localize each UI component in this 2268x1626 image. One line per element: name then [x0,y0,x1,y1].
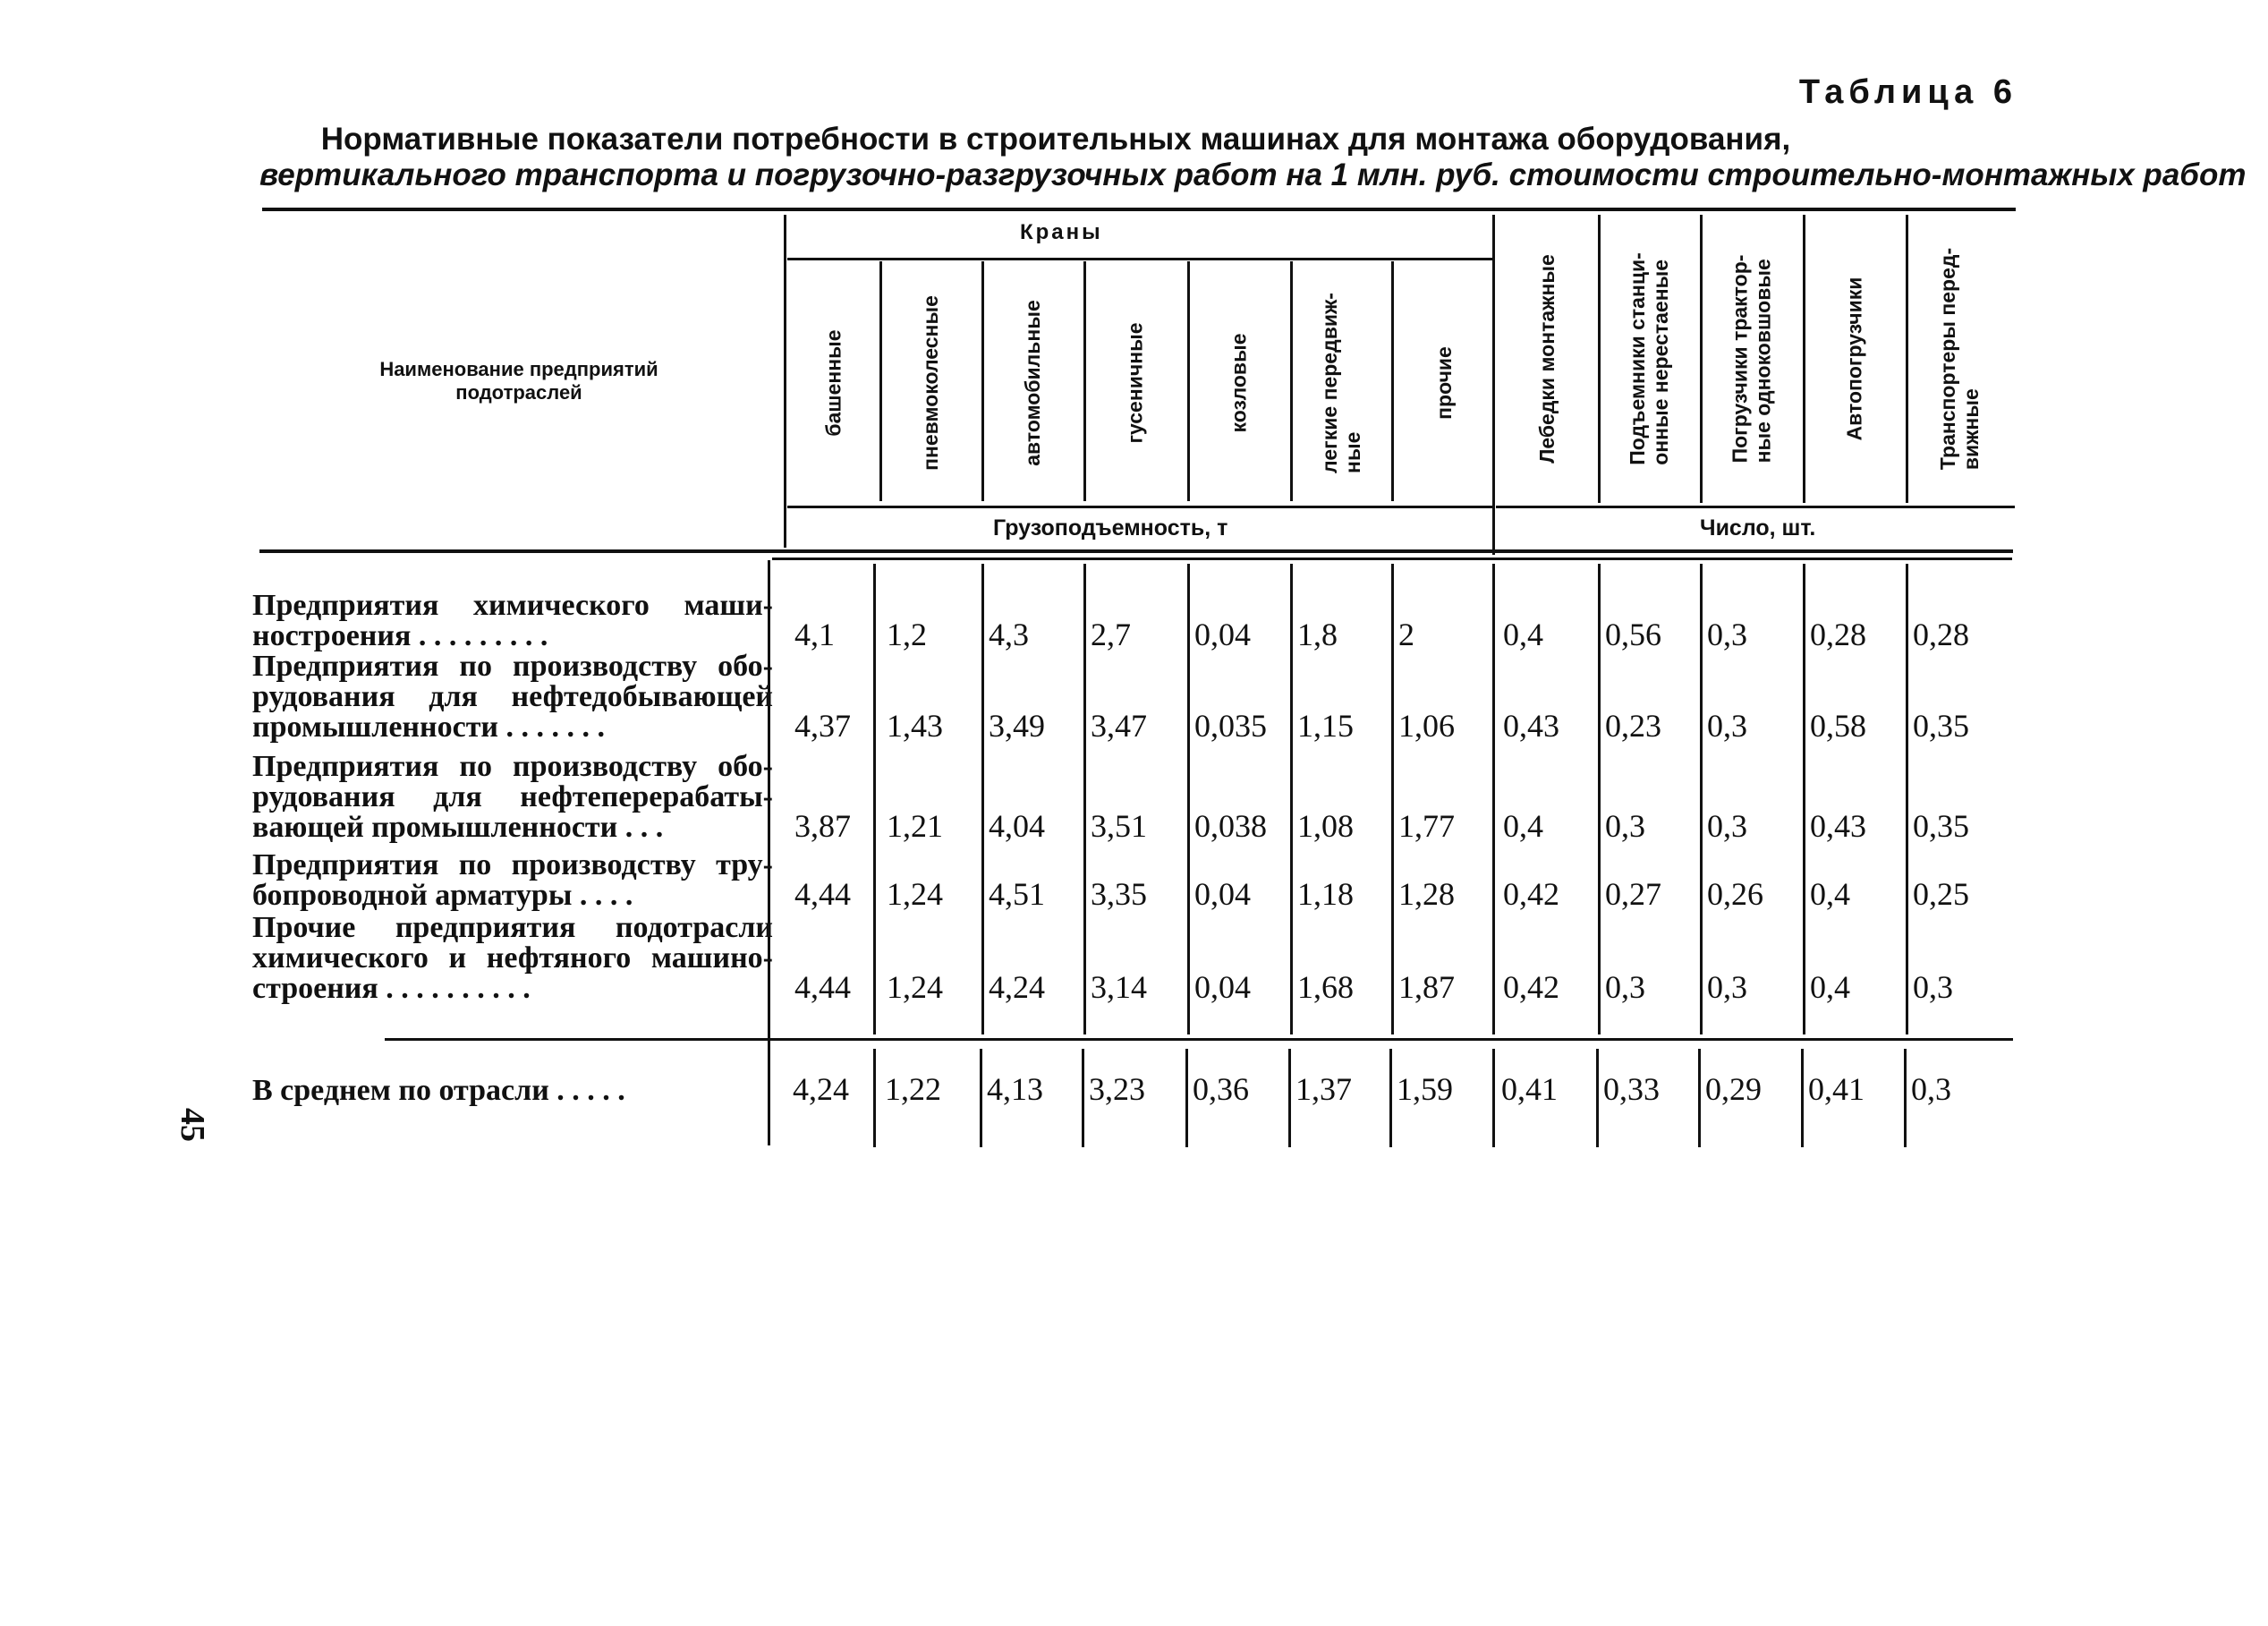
column-rule [1492,564,1495,1034]
column-header-line: ные [1340,431,1364,473]
column-rule [1492,1049,1495,1147]
group-label-capacity: Грузоподъемность, т [993,515,1228,541]
column-rule [1290,564,1293,1034]
table-cell: 0,038 [1194,808,1267,844]
table-label: Таблица 6 [1798,73,2017,111]
column-rule [1596,1049,1599,1147]
column-header [1700,217,1803,501]
total-cell: 0,29 [1705,1071,1762,1107]
column-header-text [1227,333,1250,432]
table-cell: 0,43 [1810,808,1866,844]
column-header-line: легкие передвиж- [1317,293,1341,473]
column-rule [1492,215,1495,555]
column-rule [980,1049,982,1147]
column-rule [1083,261,1086,501]
column-header-line: пневмоколесные [919,295,942,471]
table-cell: 1,8 [1297,617,1338,652]
table-cell: 1,68 [1297,969,1354,1005]
table-cell: 3,51 [1091,808,1147,844]
table-cell: 0,4 [1810,969,1850,1005]
table-cell: 3,14 [1091,969,1147,1005]
table-cell: 0,27 [1605,876,1661,912]
row-label-line: бопроводной арматуры . . . . [252,881,633,911]
column-header-text [1021,300,1044,466]
body-top-rule [772,558,2012,560]
column-rule [1803,215,1805,503]
column-header-line: Погрузчики трактор- [1728,254,1752,464]
column-rule [1185,1049,1188,1147]
column-rule [1082,1049,1084,1147]
column-header [879,265,981,501]
column-rule [1700,215,1703,503]
table-cell: 3,35 [1091,876,1147,912]
cranes-group-rule [787,258,1492,260]
row-label-line: промышленности . . . . . . . [252,712,605,743]
page-number: 45 [174,1108,211,1142]
table-cell: 0,04 [1194,969,1251,1005]
table-cell: 0,3 [1707,969,1747,1005]
column-header-text [1318,293,1364,473]
column-header-line: Лебедки монтажные [1535,254,1559,464]
table-cell: 4,37 [794,708,851,744]
row-label [252,591,773,651]
count-group-rule [1496,506,2015,508]
row-label-line: строения . . . . . . . . . . [252,974,531,1004]
table-cell: 0,35 [1913,808,1969,844]
column-rule [1391,261,1394,501]
table-cell: 0,56 [1605,617,1661,652]
table-cell: 0,28 [1913,617,1969,652]
table-cell: 0,3 [1707,617,1747,652]
column-rule [879,261,882,501]
column-header-line: Автопогрузчики [1842,277,1866,441]
table-cell: 0,3 [1605,808,1645,844]
table-title-line-2: вертикального транспорта и погрузочно-разгрузочных работ на 1 млн. руб. стоимости строительно-монтажных работ [259,157,2247,192]
row-label-line: химического и нефтяного машино- [252,943,773,974]
table-cell: 0,28 [1810,617,1866,652]
column-header [981,265,1083,501]
column-header-line: Подъемники станци- [1626,252,1649,465]
table-cell: 0,3 [1605,969,1645,1005]
column-rule [1803,564,1805,1034]
table-cell: 0,35 [1913,708,1969,744]
table-cell: 0,58 [1810,708,1866,744]
row-label [252,651,773,743]
column-header [1598,217,1700,501]
column-header-line: вижные [1959,388,1983,471]
row-header-line: подотраслей [455,381,582,404]
table-cell: 0,4 [1503,808,1543,844]
table-cell: 0,42 [1503,969,1559,1005]
row-label-line: рудования для нефтедобывающей [252,682,773,712]
row-label-line: Предприятия по производству обо- [252,752,773,782]
column-rule [981,261,984,501]
table-cell: 4,51 [989,876,1045,912]
column-header-text [1729,255,1775,464]
column-rule [1700,564,1703,1034]
row-header-label [331,358,707,404]
table-cell: 1,24 [887,969,943,1005]
column-header [1391,265,1496,501]
column-rule [1288,1049,1291,1147]
row-label-line: ностроения . . . . . . . . . [252,621,548,651]
column-header-line: гусеничные [1124,322,1147,444]
column-rule [784,215,786,548]
table-cell: 4,04 [989,808,1045,844]
column-rule [1187,564,1190,1034]
table-cell: 1,18 [1297,876,1354,912]
table-cell: 0,25 [1913,876,1969,912]
table-cell: 0,3 [1707,808,1747,844]
column-header-line: ные одноковшовые [1751,259,1775,464]
column-rule [1598,215,1601,503]
table-cell: 3,87 [794,808,851,844]
column-rule [1083,564,1086,1034]
column-rule [981,564,984,1034]
column-rule [1187,261,1190,501]
table-cell: 0,035 [1194,708,1267,744]
table-cell: 0,23 [1605,708,1661,744]
table-cell: 1,2 [887,617,927,652]
table-cell: 1,87 [1398,969,1455,1005]
column-header [1290,265,1391,501]
column-rule [1290,261,1293,501]
total-cell: 1,37 [1295,1071,1352,1107]
column-header-text [919,295,942,471]
column-rule [1906,215,1908,503]
column-rule [1389,1049,1392,1147]
total-cell: 0,36 [1193,1071,1249,1107]
total-cell: 1,22 [885,1071,941,1107]
column-rule [873,564,876,1034]
table-cell: 4,1 [794,617,835,652]
table-cell: 0,42 [1503,876,1559,912]
total-cell: 3,23 [1089,1071,1145,1107]
column-header-text [1535,254,1559,464]
row-label-line: рудования для нефтеперерабаты- [252,782,773,813]
row-label [252,752,773,843]
total-cell: 0,41 [1501,1071,1558,1107]
table-cell: 4,24 [989,969,1045,1005]
column-rule [873,1049,876,1147]
column-rule [1801,1049,1804,1147]
total-row-label: В среднем по отрасли . . . . . [252,1074,625,1107]
table-cell: 0,04 [1194,876,1251,912]
total-cell: 4,24 [793,1071,849,1107]
row-label-line: Предприятия по производству обо- [252,651,773,682]
column-rule [1904,1049,1907,1147]
total-cell: 4,13 [987,1071,1043,1107]
column-header-line: козловые [1227,333,1251,433]
column-header-line: башенные [821,329,845,437]
group-label-cranes: Краны [1020,220,1103,244]
column-rule [1906,564,1908,1034]
table-cell: 1,15 [1297,708,1354,744]
group-label-count: Число, шт. [1700,515,1816,541]
column-header-line: прочие [1431,346,1456,420]
table-cell: 0,43 [1503,708,1559,744]
column-rule [1391,564,1394,1034]
table-cell: 0,4 [1503,617,1543,652]
table-cell: 0,26 [1707,876,1763,912]
row-header-line: Наименование предприятий [379,358,658,380]
table-cell: 0,3 [1707,708,1747,744]
row-label [252,913,773,1004]
column-header [787,265,879,501]
row-label-line: Предприятия химического маши- [252,591,773,621]
column-header-line: автомобильные [1021,300,1044,466]
total-cell: 1,59 [1397,1071,1453,1107]
column-rule [1698,1049,1701,1147]
table-title-line-1: Нормативные показатели потребности в строительных машинах для монтажа оборудования, [320,122,1791,157]
column-header-line: Транспортеры перед- [1936,247,1959,471]
table-cell: 0,04 [1194,617,1251,652]
column-header-text [1124,322,1147,443]
capacity-group-rule [787,506,1492,508]
column-header [1803,217,1906,501]
row-label [252,850,773,911]
table-cell: 4,44 [794,876,851,912]
column-rule [1598,564,1601,1034]
column-header [1187,265,1290,501]
row-label-line: вающей промышленности . . . [252,813,664,843]
row-label-line: Предприятия по производству тру- [252,850,773,881]
header-top-rule [262,208,2016,211]
table-cell: 1,08 [1297,808,1354,844]
table-cell: 1,28 [1398,876,1455,912]
total-separator-rule [385,1038,2013,1041]
column-header [1906,217,2013,501]
column-header-text [1843,277,1866,441]
table-cell: 3,47 [1091,708,1147,744]
column-header-text [1431,346,1455,420]
table-cell: 0,4 [1810,876,1850,912]
table-cell: 2,7 [1091,617,1131,652]
total-cell: 0,33 [1603,1071,1660,1107]
table-cell: 1,06 [1398,708,1455,744]
column-header-text [1936,248,1983,470]
header-bottom-rule [259,549,2013,553]
total-cell: 0,41 [1808,1071,1865,1107]
table-cell: 4,3 [989,617,1029,652]
table-cell: 2 [1398,617,1414,652]
column-header [1083,265,1187,501]
column-header-text [822,329,845,436]
table-cell: 1,43 [887,708,943,744]
table-cell: 3,49 [989,708,1045,744]
column-header-text [1626,252,1672,465]
table-cell: 1,77 [1398,808,1455,844]
table-cell: 0,3 [1913,969,1953,1005]
column-header-line: онные нерестаеные [1649,259,1672,465]
table-cell: 1,24 [887,876,943,912]
table-cell: 4,44 [794,969,851,1005]
row-label-line: Прочие предприятия подотрасли [252,913,773,943]
column-header [1496,217,1598,501]
total-cell: 0,3 [1911,1071,1951,1107]
table-cell: 1,21 [887,808,943,844]
